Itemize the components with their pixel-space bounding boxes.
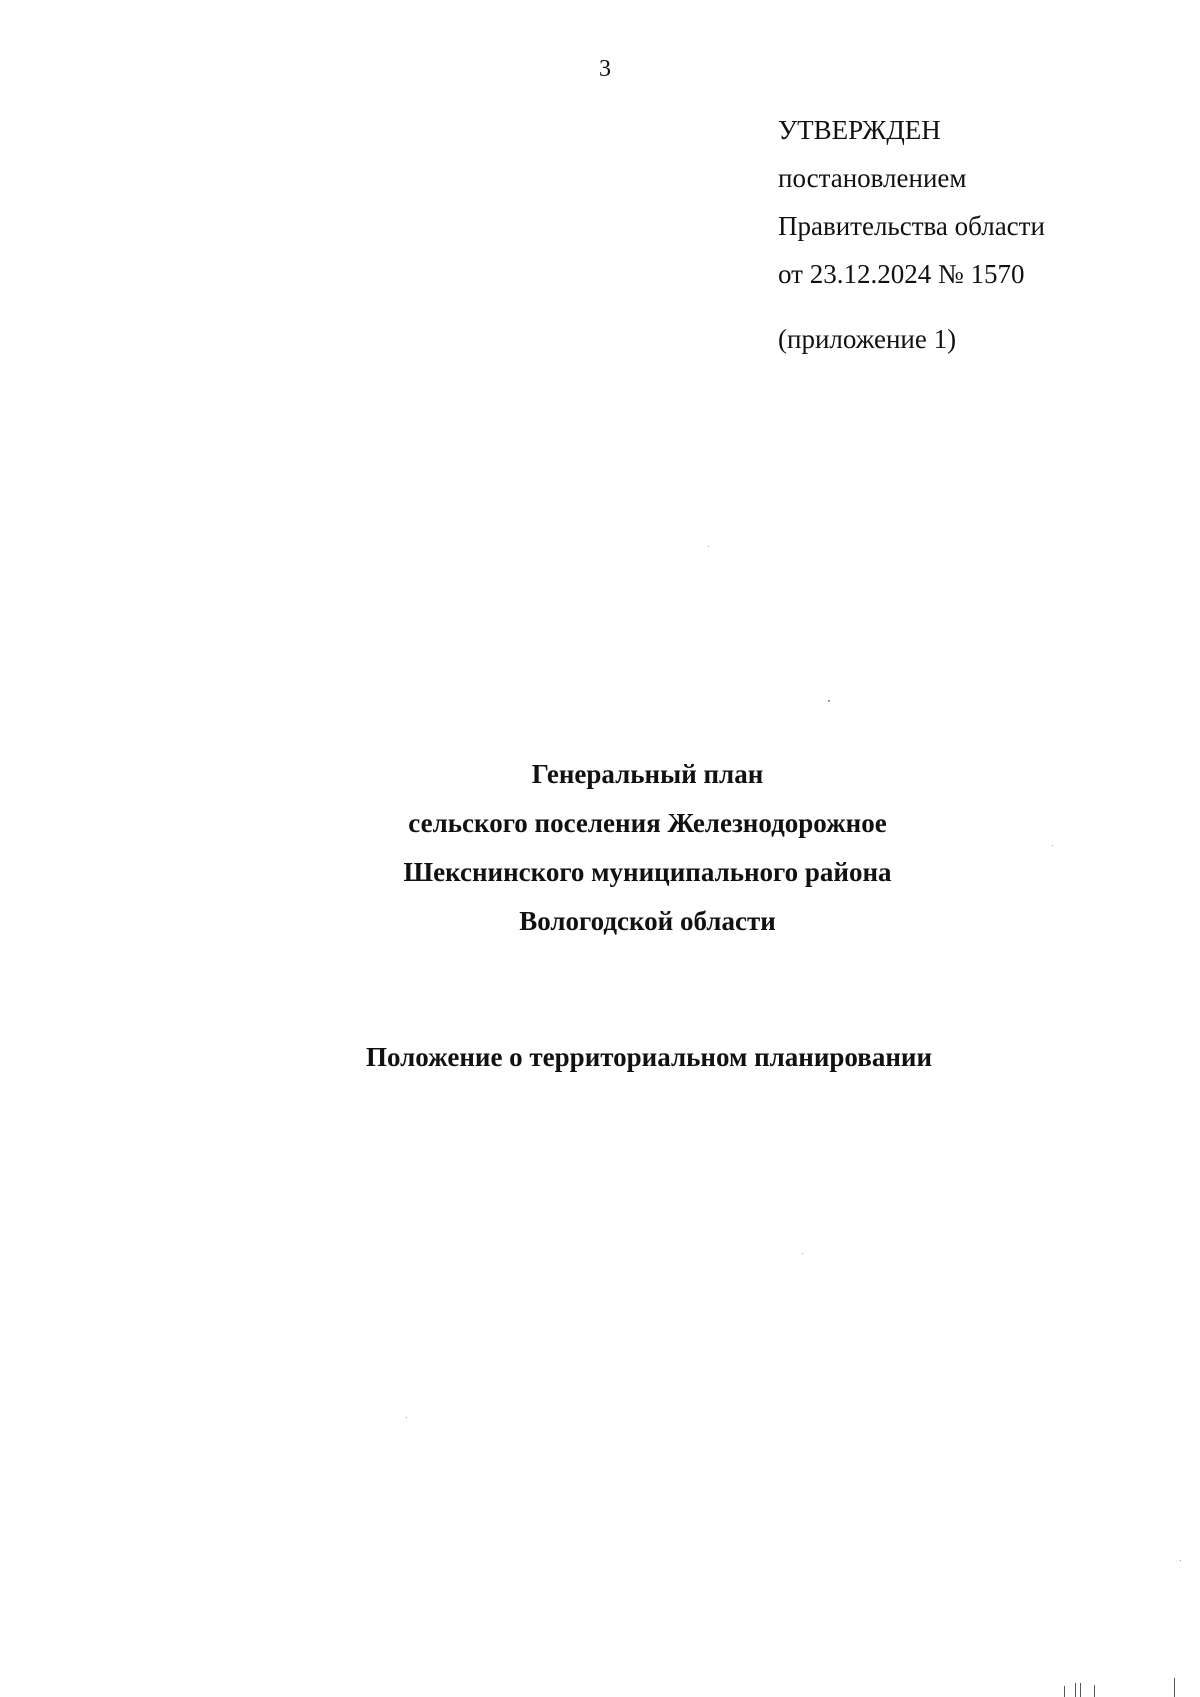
scan-edge-mark bbox=[1080, 1683, 1081, 1697]
title-line-1: Генеральный план bbox=[531, 759, 764, 789]
scan-edge-mark bbox=[1094, 1685, 1095, 1697]
title-line-2: сельского поселения Железнодорожное bbox=[408, 808, 887, 838]
approval-date-number: от 23.12.2024 № 1570 bbox=[778, 259, 1025, 289]
scan-edge-mark bbox=[1075, 1683, 1076, 1697]
scan-speck bbox=[828, 700, 830, 702]
title-line-4: Вологодской области bbox=[519, 906, 776, 936]
scan-edge-mark bbox=[1174, 1678, 1175, 1697]
scan-speck bbox=[708, 546, 709, 547]
scan-edge-mark bbox=[1064, 1686, 1065, 1697]
document-subtitle: Положение о территориальном планировании bbox=[366, 1042, 932, 1072]
scan-speck bbox=[1180, 1560, 1181, 1561]
approval-stamp-block bbox=[778, 110, 1045, 353]
approval-authority: Правительства области bbox=[778, 211, 1045, 241]
page-number: 3 bbox=[599, 56, 611, 82]
scan-speck bbox=[406, 1417, 407, 1418]
approval-by-resolution: постановлением bbox=[778, 163, 967, 193]
title-line-3: Шекснинского муниципального района bbox=[403, 857, 892, 887]
scan-speck bbox=[802, 1253, 803, 1254]
approval-appendix: (приложение 1) bbox=[778, 324, 957, 354]
approval-heading: УТВЕРЖДЕН bbox=[778, 115, 941, 145]
scan-speck bbox=[1052, 845, 1053, 846]
document-title bbox=[0, 750, 1200, 946]
